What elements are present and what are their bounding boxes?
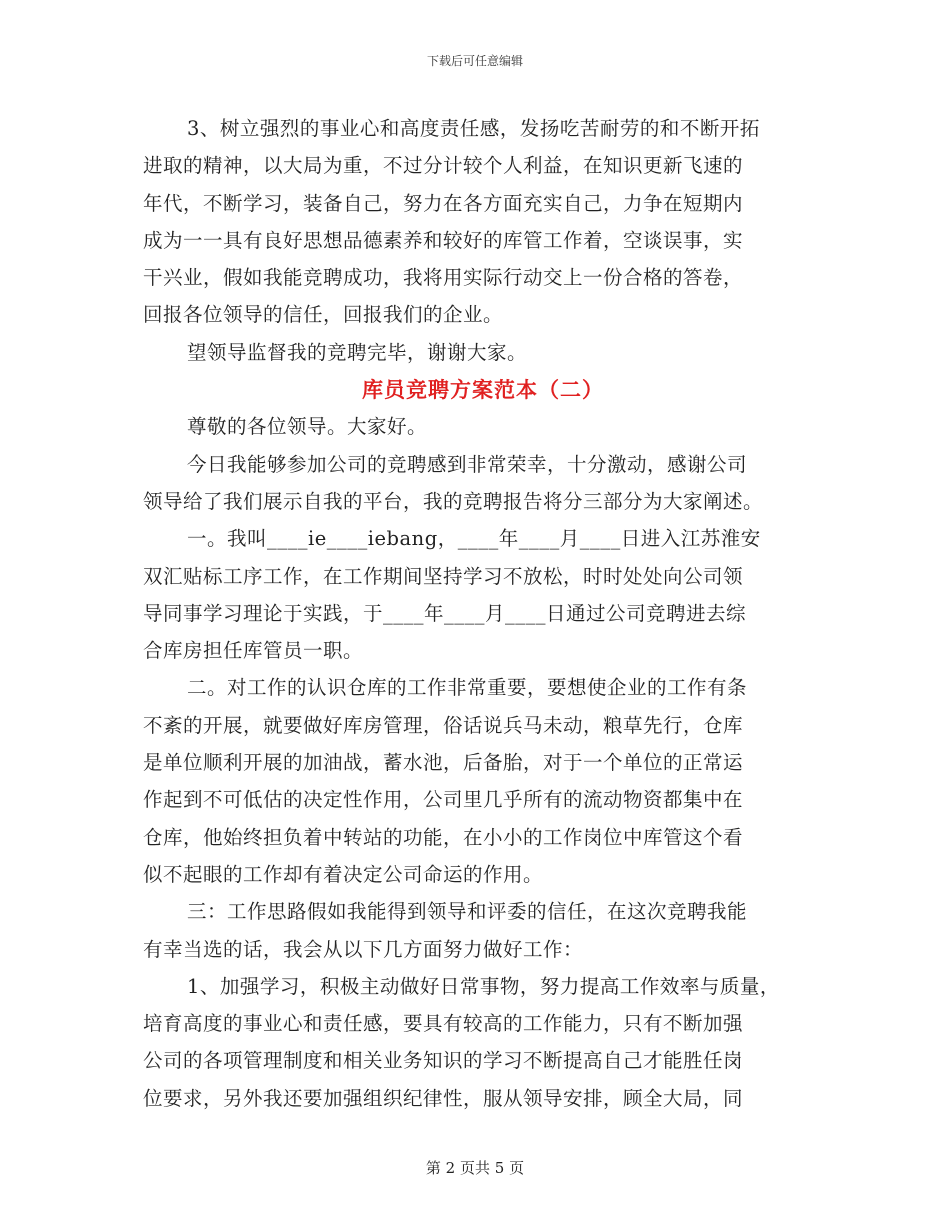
paragraph <box>143 334 823 371</box>
paragraph <box>143 110 823 334</box>
paragraph <box>143 893 823 968</box>
paragraph-line: 双汇贴标工序工作，在工作期间坚持学习不放松，时时处处向公司领 <box>143 564 744 588</box>
paragraph <box>143 446 823 521</box>
paragraph-line: 公司的各项管理制度和相关业务知识的学习不断提高自己才能胜任岗 <box>143 1049 744 1073</box>
paragraph-line: 三：工作思路假如我能得到领导和评委的信任，在这次竞聘我能 <box>187 900 748 924</box>
paragraph-line: 干兴业，假如我能竞聘成功，我将用实际行动交上一份合格的答卷， <box>143 266 744 290</box>
paragraph <box>143 669 823 893</box>
page-footer: 第 2 页共 5 页 <box>425 1159 525 1177</box>
paragraph-line: 3、树立强烈的事业心和高度责任感，发扬吃苦耐劳的和不断开拓 <box>187 117 760 140</box>
page-header: 下载后可任意编辑 <box>426 54 523 68</box>
paragraph-line: 尊敬的各位领导。大家好。 <box>187 415 428 439</box>
paragraph-line: 领导给了我们展示自我的平台，我的竞聘报告将分三部分为大家阐述。 <box>143 489 764 513</box>
paragraph-line: 似不起眼的工作却有着决定公司命运的作用。 <box>143 862 544 886</box>
paragraph-line: 是单位顺利开展的加油战，蓄水池，后备胎，对于一个单位的正常运 <box>143 751 744 775</box>
paragraphs-after <box>143 408 823 1117</box>
section-title: 库员竞聘方案范本（二） <box>362 377 604 403</box>
document-body <box>143 110 823 1117</box>
paragraph-line: 位要求，另外我还要加强组织纪律性，服从领导安排，顾全大局，同 <box>143 1086 744 1110</box>
paragraph-line: 望领导监督我的竞聘完毕，谢谢大家。 <box>187 340 528 364</box>
paragraph-line: 进取的精神，以大局为重，不过分计较个人利益，在知识更新飞速的 <box>143 154 744 178</box>
paragraph-line: 今日我能够参加公司的竞聘感到非常荣幸，十分激动，感谢公司 <box>187 452 748 476</box>
paragraph-line: 导同事学习理论于实践，于____年____月____日通过公司竞聘进去综 <box>143 601 747 625</box>
paragraph-line: 1、加强学习，积极主动做好日常事物，努力提高工作效率与质量， <box>187 974 780 998</box>
paragraph <box>143 520 823 669</box>
paragraph-line: 成为一一具有良好思想品德素养和较好的库管工作着，空谈误事，实 <box>143 228 744 252</box>
paragraph-line: 回报各位领导的信任，回报我们的企业。 <box>143 303 504 327</box>
paragraph-line: 培育高度的事业心和责任感，要具有较高的工作能力，只有不断加强 <box>143 1012 744 1036</box>
paragraph-line: 一。我叫____ie____iebang，____年____月____日进入江苏淮安 <box>187 527 761 551</box>
paragraph-line: 不紊的开展，就要做好库房管理，俗话说兵马未动，粮草先行，仓库 <box>143 713 744 737</box>
paragraph <box>143 408 823 445</box>
paragraph-line: 作起到不可低估的决定性作用，公司里几乎所有的流动物资都集中在 <box>143 788 744 812</box>
paragraph-line: 二。对工作的认识仓库的工作非常重要，要想使企业的工作有条 <box>187 676 748 700</box>
paragraph-line: 仓库，他始终担负着中转站的功能，在小小的工作岗位中库管这个看 <box>143 825 744 849</box>
paragraph-line: 年代，不断学习，装备自己，努力在各方面充实自己，力争在短期内 <box>143 191 744 215</box>
paragraphs-before <box>143 110 823 371</box>
paragraph <box>143 968 823 1117</box>
paragraph-line: 合库房担任库管员一职。 <box>143 639 364 663</box>
paragraph-line: 有幸当选的话，我会从以下几方面努力做好工作： <box>143 937 584 961</box>
